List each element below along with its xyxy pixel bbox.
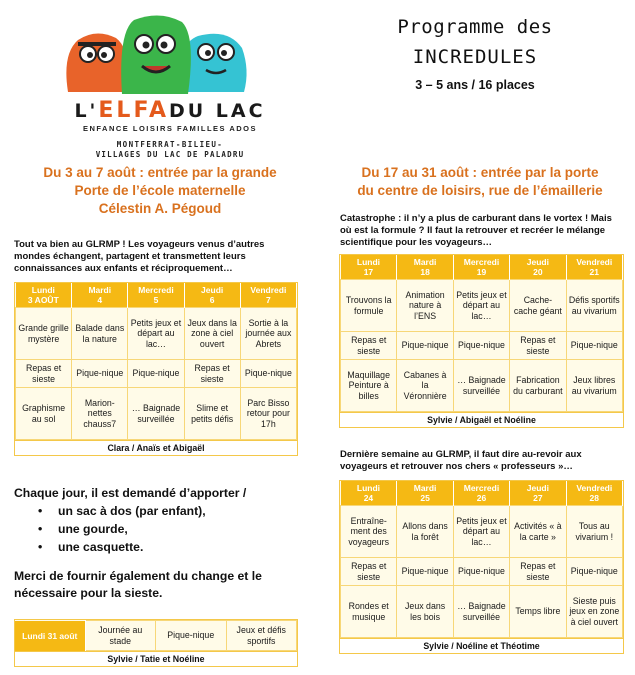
table-row xyxy=(341,360,623,412)
week-table-aug-17 xyxy=(339,254,624,428)
list-item: • une gourde, xyxy=(46,520,314,538)
activity-cell: Petits jeux et départ au lac… xyxy=(453,506,509,558)
table-row xyxy=(16,360,297,388)
activity-cell: Repas et sieste xyxy=(341,558,397,586)
activity-cell: Petits jeux et départ au lac… xyxy=(453,280,509,332)
logo-subtitle: ENFANCE LOISIRS FAMILLES ADOS xyxy=(82,124,258,133)
activity-cell: Cache-cache géant xyxy=(510,280,566,332)
table-row xyxy=(341,558,623,586)
elfa-logo xyxy=(40,14,300,159)
program-title-block xyxy=(340,16,610,92)
activity-cell: Repas et sieste xyxy=(510,558,566,586)
day-header: Vendredi 28 xyxy=(566,481,622,506)
activity-cell: Repas et sieste xyxy=(16,360,72,388)
staff-footer: Sylvie / Tatie et Noéline xyxy=(15,651,297,666)
day-header: Mardi 4 xyxy=(72,283,128,308)
activity-cell: Petits jeux et départ au lac… xyxy=(128,308,184,360)
activity-cell: Repas et sieste xyxy=(341,332,397,360)
activity-cell: Slime et petits défis xyxy=(184,388,240,440)
logo-title-elfa: ELFA xyxy=(98,98,169,123)
activity-cell: Maquillage Peinture à billes xyxy=(341,360,397,412)
right-heading-line2: du centre de loisirs, rue de l’émaillerie xyxy=(357,183,603,198)
activity-cell: Sortie à la journée aux Abrets xyxy=(240,308,296,360)
list-item: • un sac à dos (par enfant), xyxy=(46,502,314,520)
day-header: Jeudi 6 xyxy=(184,283,240,308)
table-header-row xyxy=(341,481,623,506)
day-header: Mercredi 19 xyxy=(453,255,509,280)
week-table-aug-3 xyxy=(14,282,298,456)
activity-cell: Jeux dans la zone à ciel ouvert xyxy=(184,308,240,360)
activity-cell: … Baignade surveillée xyxy=(453,586,509,638)
activity-cell: Grande grille mystère xyxy=(16,308,72,360)
table-row xyxy=(341,586,623,638)
activity-cell: Fabrication du carburant xyxy=(510,360,566,412)
activity-cell: Jeux libres au vivarium xyxy=(566,360,622,412)
activity-cell: Parc Bisso retour pour 17h xyxy=(240,388,296,440)
activity-cell: Tous au vivarium ! xyxy=(566,506,622,558)
staff-footer: Sylvie / Noéline et Théotime xyxy=(340,638,623,653)
activity-cell: Pique-nique xyxy=(397,332,453,360)
activity-cell: Pique-nique xyxy=(453,558,509,586)
bring-list xyxy=(46,502,314,556)
activity-cell: Entraîne-ment des voyageurs xyxy=(341,506,397,558)
activity-cell: Cabanes à la Véronnière xyxy=(397,360,453,412)
activity-cell: Animation nature à l’ENS xyxy=(397,280,453,332)
table-header-row xyxy=(341,255,623,280)
program-title-line2: INCREDULES xyxy=(412,46,538,68)
logo-location-line1: MONTFERRAT-BILIEU- xyxy=(116,140,224,149)
change-note: Merci de fournir également du change et le nécessaire pour la sieste. xyxy=(14,569,262,600)
day-header: Vendredi 7 xyxy=(240,283,296,308)
staff-footer: Sylvie / Abigaël et Noéline xyxy=(340,412,623,427)
activity-cell: Pique-nique xyxy=(156,621,227,651)
activity-cell: Pique-nique xyxy=(566,558,622,586)
right-intro-2: Dernière semaine au GLRMP, il faut dire au-revoir aux voyageurs et retrouver nos chers « professeurs »… xyxy=(340,449,582,472)
day-header: Mardi 18 xyxy=(397,255,453,280)
activity-cell: Jeux et défis sportifs xyxy=(226,621,297,651)
activity-cell: Repas et sieste xyxy=(510,332,566,360)
bring-title: Chaque jour, il est demandé d’apporter / xyxy=(14,486,247,500)
left-heading xyxy=(10,164,310,218)
right-heading xyxy=(330,164,630,200)
logo-location-line2: VILLAGES DU LAC DE PALADRU xyxy=(95,150,245,159)
bring-list-block xyxy=(14,484,314,556)
week-table-aug-24 xyxy=(339,480,624,654)
right-intro-1: Catastrophe : il n’y a plus de carburant dans le vortex ! Mais où est la formule ? Il faut la retrouver et recréer le mélange scientifique pour les voyageurs… xyxy=(340,213,612,248)
day-header: Jeudi 20 xyxy=(510,255,566,280)
day-header: Jeudi 27 xyxy=(510,481,566,506)
activity-cell: Jeux dans les bois xyxy=(397,586,453,638)
activity-cell: Sieste puis jeux en zone à ciel ouvert xyxy=(566,586,622,638)
logo-title: L'ELFADU LAC xyxy=(74,98,266,123)
table-header-row xyxy=(16,283,297,308)
right-heading-line1: Du 17 au 31 août : entrée par la porte xyxy=(361,165,599,180)
left-heading-line3: Célestin A. Pégoud xyxy=(98,201,222,216)
table-row xyxy=(341,506,623,558)
activity-cell: Pique-nique xyxy=(128,360,184,388)
activity-cell: Pique-nique xyxy=(397,558,453,586)
activity-cell: … Baignade surveillée xyxy=(453,360,509,412)
activity-cell: Allons dans la forêt xyxy=(397,506,453,558)
left-heading-line2: Porte de l’école maternelle xyxy=(74,183,246,198)
table-row xyxy=(15,621,297,651)
program-title-line1: Programme des xyxy=(397,16,553,38)
list-item: • une casquette. xyxy=(46,538,314,556)
activity-cell: Trouvons la formule xyxy=(341,280,397,332)
program-ages: 3 – 5 ans / 16 places xyxy=(415,78,535,92)
activity-cell: Pique-nique xyxy=(240,360,296,388)
staff-footer: Clara / Anaïs et Abigaël xyxy=(15,440,297,455)
day-header: Lundi 17 xyxy=(341,255,397,280)
day-header: Mercredi 26 xyxy=(453,481,509,506)
table-row xyxy=(341,280,623,332)
table-row xyxy=(16,388,297,440)
activity-cell: Marion-nettes chauss7 xyxy=(72,388,128,440)
activity-cell: Repas et sieste xyxy=(184,360,240,388)
activity-cell: Journée au stade xyxy=(85,621,156,651)
activity-cell: Balade dans la nature xyxy=(72,308,128,360)
activity-cell: Pique-nique xyxy=(566,332,622,360)
day-header: Vendredi 21 xyxy=(566,255,622,280)
day-header: Lundi 24 xyxy=(341,481,397,506)
left-intro: Tout va bien au GLRMP ! Les voyageurs venus d’autres mondes échangent, partagent et transmettent leurs connaissances aux enfants et réciproquement… xyxy=(14,239,265,274)
day-header: Lundi 31 août xyxy=(15,621,85,651)
activity-cell: Activités « à la carte » xyxy=(510,506,566,558)
activity-cell: Rondes et musique xyxy=(341,586,397,638)
day-header: Lundi 3 AOÛT xyxy=(16,283,72,308)
table-row xyxy=(341,332,623,360)
day-table-aug-31 xyxy=(14,619,298,667)
activity-cell: … Baignade surveillée xyxy=(128,388,184,440)
monsters-logo-icon xyxy=(60,14,260,96)
activity-cell: Pique-nique xyxy=(453,332,509,360)
activity-cell: Temps libre xyxy=(510,586,566,638)
table-row xyxy=(16,308,297,360)
left-heading-line1: Du 3 au 7 août : entrée par la grande xyxy=(43,165,277,180)
activity-cell: Pique-nique xyxy=(72,360,128,388)
day-header: Mardi 25 xyxy=(397,481,453,506)
day-header: Mercredi 5 xyxy=(128,283,184,308)
activity-cell: Graphisme au sol xyxy=(16,388,72,440)
activity-cell: Défis sportifs au vivarium xyxy=(566,280,622,332)
